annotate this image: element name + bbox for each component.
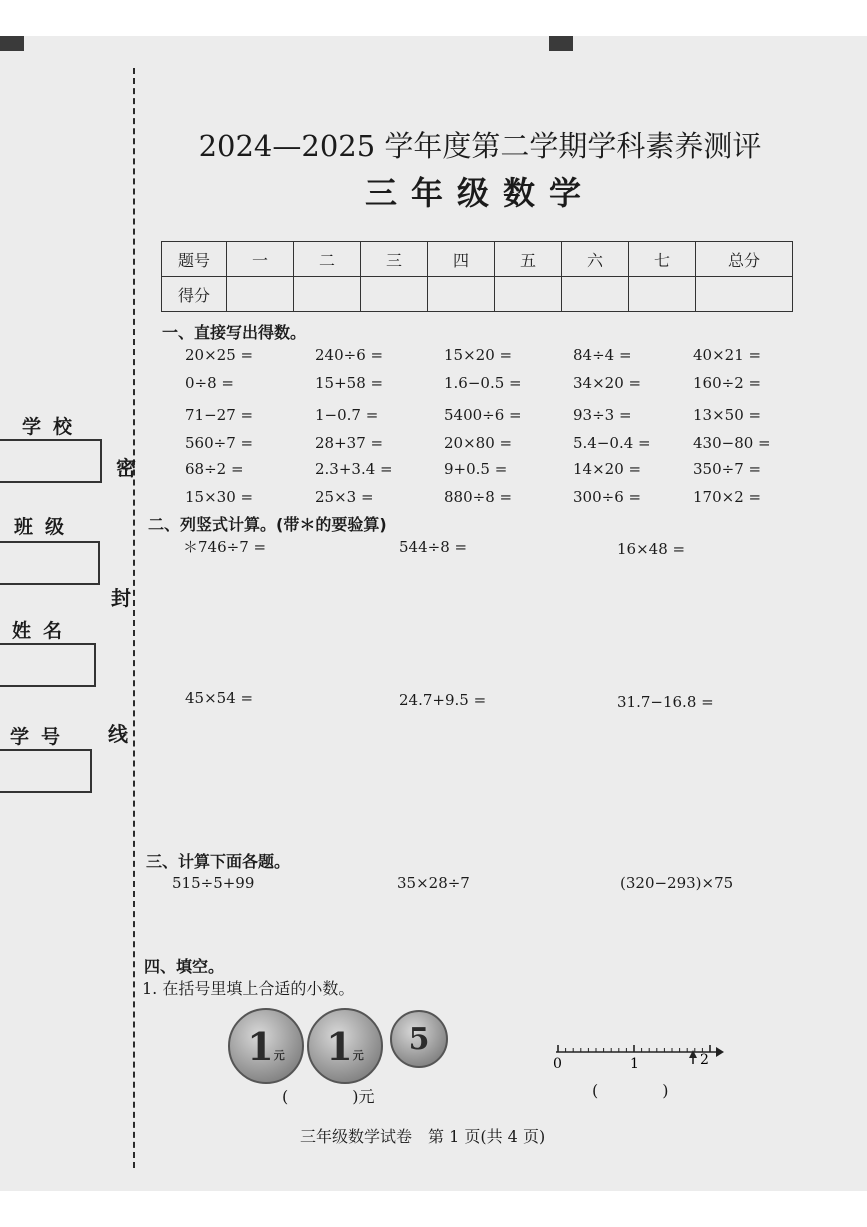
score-header-cell: 总分 — [696, 242, 793, 277]
score-cell[interactable] — [495, 277, 562, 312]
oral-calc-problem: 20×80 = — [444, 434, 513, 452]
mixed-calc-problem: 35×28÷7 — [397, 874, 470, 892]
oral-calc-problem: 880÷8 = — [444, 488, 513, 506]
one-yuan-coin — [228, 1008, 304, 1084]
score-header-cell: 五 — [495, 242, 562, 277]
tick-label-0: 0 — [553, 1056, 562, 1072]
section4-title: 四、填空。 — [144, 957, 225, 976]
oral-calc-problem: 71−27 = — [185, 406, 254, 424]
name-label: 姓名 — [12, 620, 75, 642]
score-header-cell: 三 — [361, 242, 428, 277]
corner-mark-right — [549, 36, 573, 51]
score-header-cell: 六 — [562, 242, 629, 277]
score-table-score-row — [162, 277, 793, 312]
coin-unit: 元 — [273, 1049, 285, 1062]
oral-calc-problem: 84÷4 = — [573, 346, 632, 364]
score-cell[interactable] — [361, 277, 428, 312]
school-field[interactable] — [0, 439, 102, 483]
oral-calc-problem: 2.3+3.4 = — [315, 460, 393, 478]
oral-calc-problem: 300÷6 = — [573, 488, 642, 506]
student-id-field[interactable] — [0, 749, 92, 793]
section2-title: 二、列竖式计算。(带＊的要验算) — [148, 515, 387, 534]
coin-unit: 元 — [352, 1049, 364, 1062]
score-header-cell: 四 — [428, 242, 495, 277]
mixed-calc-problem: (320−293)×75 — [620, 874, 734, 892]
one-yuan-coin — [307, 1008, 383, 1084]
section1-title: 一、直接写出得数。 — [162, 323, 307, 342]
score-table — [161, 241, 793, 312]
page-footer: 三年级数学试卷 第 1 页(共 4 页) — [300, 1127, 546, 1146]
exam-subject: 三年级数学 — [364, 174, 595, 212]
coin-answer-blank[interactable]: ( )元 — [282, 1087, 375, 1106]
score-header-cell: 二 — [294, 242, 361, 277]
score-cell[interactable] — [294, 277, 361, 312]
five-jiao-coin — [390, 1010, 448, 1068]
seal-char-mi: 密 — [116, 456, 136, 480]
student-id-label: 学号 — [10, 726, 73, 748]
score-header-cell: 一 — [227, 242, 294, 277]
oral-calc-problem: 1.6−0.5 = — [444, 374, 522, 392]
mixed-calc-problem: 515÷5+99 — [172, 874, 255, 892]
score-cell[interactable] — [428, 277, 495, 312]
class-label: 班级 — [14, 516, 77, 538]
oral-calc-problem: 5400÷6 = — [444, 406, 522, 424]
oral-calc-problem: 240÷6 = — [315, 346, 384, 364]
oral-calc-problem: 170×2 = — [693, 488, 762, 506]
oral-calc-problem: 15×20 = — [444, 346, 513, 364]
oral-calc-problem: 1−0.7 = — [315, 406, 379, 424]
school-label: 学校 — [22, 416, 85, 438]
fill-in-question-1: 1. 在括号里填上合适的小数。 — [142, 979, 355, 998]
number-line — [550, 1038, 730, 1074]
section3-title: 三、计算下面各题。 — [146, 852, 291, 871]
oral-calc-problem: 93÷3 = — [573, 406, 632, 424]
vertical-calc-problem: 544÷8 = — [399, 538, 468, 556]
tick-label-2: 2 — [700, 1052, 709, 1068]
oral-calc-problem: 15+58 = — [315, 374, 384, 392]
score-table-header-row — [162, 242, 793, 277]
corner-mark-left — [0, 36, 24, 51]
vertical-calc-problem: 16×48 = — [617, 540, 686, 558]
coin-value: 1 — [326, 1023, 353, 1069]
oral-calc-problem: 560÷7 = — [185, 434, 254, 452]
score-cell[interactable] — [562, 277, 629, 312]
oral-calc-problem: 5.4−0.4 = — [573, 434, 651, 452]
class-field[interactable] — [0, 541, 100, 585]
score-cell[interactable] — [227, 277, 294, 312]
oral-calc-problem: 160÷2 = — [693, 374, 762, 392]
seal-char-xian: 线 — [108, 722, 128, 746]
oral-calc-problem: 40×21 = — [693, 346, 762, 364]
oral-calc-problem: 15×30 = — [185, 488, 254, 506]
coin-value: 1 — [247, 1023, 274, 1069]
name-field[interactable] — [0, 643, 96, 687]
vertical-calc-problem: 24.7+9.5 = — [399, 691, 487, 709]
number-line-pointer-arrow — [689, 1050, 697, 1058]
oral-calc-problem: 34×20 = — [573, 374, 642, 392]
oral-calc-problem: 20×25 = — [185, 346, 254, 364]
numberline-answer-blank[interactable]: ( ) — [592, 1081, 669, 1100]
score-header-cell: 七 — [629, 242, 696, 277]
oral-calc-problem: 25×3 = — [315, 488, 374, 506]
vertical-calc-problem: 45×54 = — [185, 689, 254, 707]
vertical-calc-problem: ＊746÷7 = — [183, 538, 267, 556]
binding-dashed-line — [133, 68, 135, 1168]
seal-char-feng: 封 — [111, 586, 131, 610]
oral-calc-problem: 0÷8 = — [185, 374, 234, 392]
oral-calc-problem: 430−80 = — [693, 434, 771, 452]
score-cell[interactable] — [629, 277, 696, 312]
tick-label-1: 1 — [630, 1056, 639, 1072]
number-line-ticks — [558, 1045, 710, 1052]
score-header-cell: 题号 — [162, 242, 227, 277]
oral-calc-problem: 68÷2 = — [185, 460, 244, 478]
oral-calc-problem: 13×50 = — [693, 406, 762, 424]
exam-title: 2024—2025 学年度第二学期学科素养测评 — [198, 129, 762, 163]
number-line-arrowhead — [716, 1047, 724, 1057]
vertical-calc-problem: 31.7−16.8 = — [617, 693, 714, 711]
oral-calc-problem: 350÷7 = — [693, 460, 762, 478]
score-row-label: 得分 — [162, 277, 227, 312]
oral-calc-problem: 14×20 = — [573, 460, 642, 478]
oral-calc-problem: 9+0.5 = — [444, 460, 508, 478]
score-cell[interactable] — [696, 277, 793, 312]
coin-value: 5 — [408, 1021, 430, 1057]
oral-calc-problem: 28+37 = — [315, 434, 384, 452]
